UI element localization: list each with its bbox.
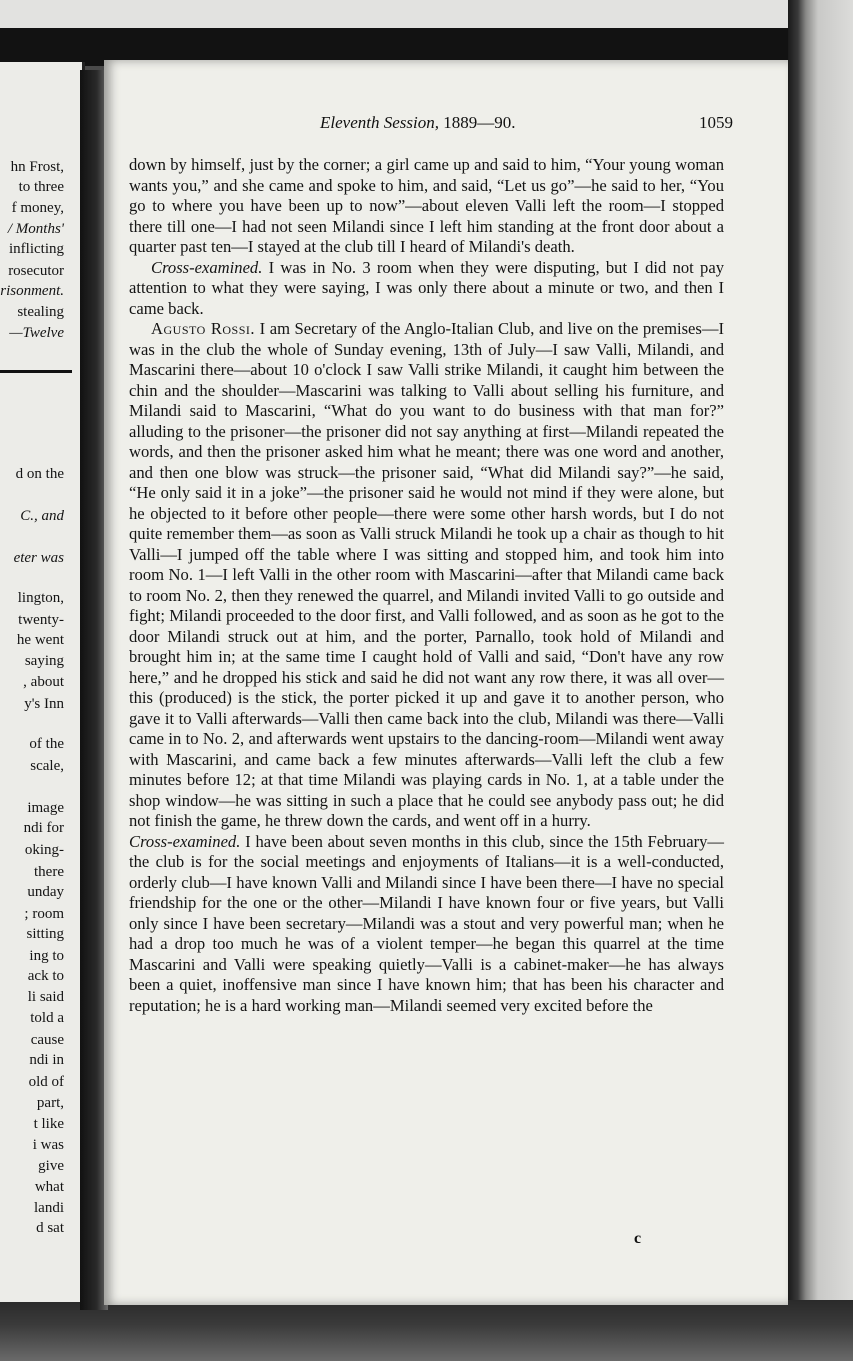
facing-page-text-fragment: ndi in — [29, 1052, 64, 1068]
facing-page-text-fragment: stealing — [17, 304, 64, 320]
facing-page-text-fragment: d sat — [36, 1220, 64, 1236]
facing-page-text-fragment: i was — [32, 1137, 64, 1153]
facing-page-text-fragment: risonment. — [0, 283, 64, 299]
paragraph — [129, 258, 724, 320]
paragraph — [129, 155, 724, 258]
facing-page-text-fragment: oking- — [24, 842, 64, 858]
paragraph-text: I have been about seven months in this club, since the 15th February—the club is for the social meetings and enjoyments of Italians—it is a well-conducted, orderly club—I have known Valli and Milandi since I have been there—I have no special friendship for the one or the other—Milandi I have known four or five years, but Valli only since I have been secretary—Milandi was a stout and very powerful man; when he had a drop too much he was of a violent temper—he began this quarrel at the time Mascarini and Valli were speaking quietly—Valli is a cabinet-maker—he has always been a quiet, inoffensive man since I have known him; that has been his character and reputation; he is a hard working man—Milandi seemed very excited before the — [129, 831, 724, 1015]
session-title: Eleventh Session, 1889—90. — [320, 113, 516, 132]
facing-page-text-fragment: eter was — [13, 550, 64, 566]
paragraph — [129, 832, 724, 1017]
facing-page-rule — [0, 370, 72, 373]
facing-page-text-fragment: / Months' — [7, 221, 64, 237]
facing-page-text-fragment: —Twelve — [9, 325, 64, 341]
facing-page-text-fragment: li said — [27, 989, 64, 1005]
paragraph-lead: Cross-examined. — [129, 831, 241, 851]
facing-page-text-fragment: lington, — [17, 590, 64, 606]
facing-page-text-fragment: t like — [33, 1116, 64, 1132]
signature-mark: c — [634, 1230, 642, 1247]
facing-page-text-fragment: , about — [23, 674, 64, 690]
document-page — [104, 60, 788, 1305]
facing-page-text-fragment: there — [34, 864, 64, 880]
facing-page-text-fragment: cause — [30, 1032, 64, 1048]
paragraph-text: I am Secretary of the Anglo-Italian Club, and live on the premises—I was in the club the whole of Sunday evening, 13th of July—I saw Valli, Milandi, and Mascarini there—about 10 o'clock I saw Valli strike Milandi, it caught him between the chin and the shoulder—Mascarini was talking to Valli about selling his furniture, and Milandi said to Mascarini, “What do you want to do business with that man for?” alluding to the prisoner—the prisoner did not say anything at first—Milandi repeated the words, and then the prisoner asked him what he meant; there was one word and another, and then one blow was struck—the prisoner said, “What did Milandi say?”—he said, “He only said it in a joke”—the prisoner said he would not mind if they were alone, but he objected to it before other people—there were some other harsh words, but I do not quite remember them—as soon as Valli struck Milandi he took up a chair as though to hit Valli—I jumped off the table where I was sitting and stopped him, and took him into room No. 1—I left Valli in the other room with Mascarini—after that Milandi came back to room No. 2, then they renewed the quarrel, and Milandi invited Valli to go outside and fight; Milandi proceeded to the door first, and Valli followed, and as soon as he got to the door Milandi struck out at him, and the porter, Parnallo, took hold of Milandi and brought him in; at the same time I caught hold of Valli and said, “Don't have any row here,” and he dropped his stick and said he did not want any row there, it was all over—this (produced) is the stick, the porter picked it up and gave it to another person, who gave it to Valli afterwards—Valli then came back into the club, Milandi was there—Valli came in to No. 2, and afterwards went upstairs to the dancing-room—Milandi went away with Mascarini, and came back a few minutes afterwards—Valli left the club a few minutes before 12; at that time Milandi was playing cards in No. 1, at a table under the shop window—he was sitting in such a place that he could see anybody pass out; he did not finish the game, he threw down the cards, and went off in a hurry. — [129, 319, 724, 830]
facing-page-text-fragment: C., and — [20, 508, 64, 524]
facing-page-text-fragment: ndi for — [23, 820, 64, 836]
facing-page-text-fragment: give — [38, 1158, 64, 1174]
facing-page-text-fragment: rosecutor — [8, 263, 64, 279]
facing-page-text-fragment: f money, — [11, 200, 64, 216]
facing-page-text-fragment: old of — [28, 1074, 64, 1090]
facing-page-text-fragment: ; room — [24, 906, 64, 922]
facing-page-text-fragment: to three — [18, 179, 64, 195]
facing-page-text-fragment: told a — [30, 1010, 64, 1026]
facing-page-text-fragment: d on the — [15, 466, 64, 482]
facing-page-text-fragment: saying — [24, 653, 64, 669]
facing-page-text-fragment: ing to — [29, 948, 64, 964]
facing-page-fragment — [0, 62, 85, 1302]
facing-page-text-fragment: scale, — [30, 758, 64, 774]
facing-page-text-fragment: he went — [16, 632, 64, 648]
facing-page-text-fragment: hn Frost, — [10, 159, 64, 175]
page-number: 1059 — [699, 113, 733, 132]
facing-page-text-fragment: part, — [36, 1095, 64, 1111]
facing-page-text-fragment: what — [34, 1179, 64, 1195]
scan-bottom-edge — [0, 1300, 853, 1361]
facing-page-text-fragment: ack to — [27, 968, 64, 984]
facing-page-text-fragment: landi — [34, 1200, 64, 1216]
paragraph-lead: Agusto Rossi. — [151, 319, 256, 338]
facing-page-text-fragment: sitting — [26, 926, 64, 942]
facing-page-text-fragment: inflicting — [9, 241, 64, 257]
running-header — [104, 113, 788, 137]
body-text — [129, 155, 724, 1016]
paragraph-text: down by himself, just by the corner; a girl came up and said to him, “Your young woman wants you,” and she came and spoke to him, and said, “Let us go”—he said to her, “You go to where you have been up to now”—about eleven Valli left the room—I stopped there till one—I had not seen Milandi since I left him standing at the front door about a quarter past ten—I stayed at the club till I heard of Milandi's death. — [129, 155, 724, 256]
facing-page-text-fragment: of the — [29, 736, 64, 752]
facing-page-text-fragment: twenty- — [18, 612, 64, 628]
facing-page-text-fragment: y's Inn — [24, 696, 64, 712]
facing-page-text-fragment: unday — [27, 884, 64, 900]
paragraph-lead: Cross-examined. — [151, 257, 263, 277]
facing-page-text-fragment: image — [27, 800, 64, 816]
scan-right-edge — [788, 0, 853, 1361]
paragraph — [129, 319, 724, 832]
paragraph-text: I was in No. 3 room when they were disputing, but I did not pay attention to what they were saying, I was only there about a minute or two, and then I came back. — [129, 257, 724, 318]
